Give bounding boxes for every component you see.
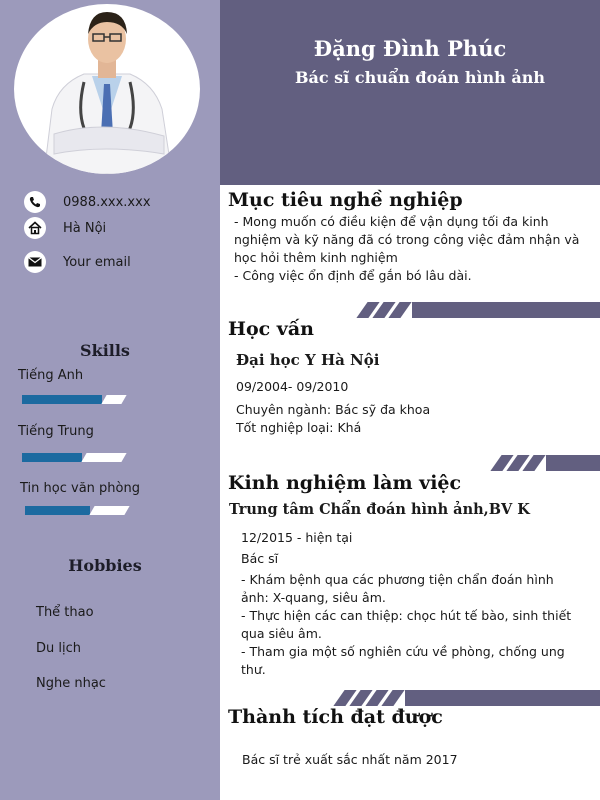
education-school: Đại học Y Hà Nội bbox=[236, 351, 380, 369]
email-text: Your email bbox=[63, 254, 131, 270]
header-banner bbox=[220, 0, 600, 185]
objective-line: học hỏi thêm kinh nghiệm bbox=[234, 250, 398, 265]
job-title: Bác sĩ chuẩn đoán hình ảnh bbox=[294, 68, 546, 87]
achievements-heading: Thành tích đạt được bbox=[228, 706, 443, 728]
profile-photo bbox=[14, 4, 200, 174]
experience-line: - Tham gia một số nghiên cứu về phòng, chống ung bbox=[241, 644, 565, 659]
skill-bar bbox=[22, 395, 122, 404]
experience-company: Trung tâm Chẩn đoán hình ảnh,BV K bbox=[229, 501, 530, 518]
objective-heading: Mục tiêu nghề nghiệp bbox=[228, 189, 463, 211]
contact-phone bbox=[24, 191, 151, 213]
section-divider bbox=[490, 455, 600, 471]
home-icon bbox=[24, 217, 46, 239]
skill-label: Tin học văn phòng bbox=[20, 481, 140, 496]
hobbies-heading: Hobbies bbox=[68, 556, 142, 575]
contact-email bbox=[24, 251, 131, 273]
hobby-item: Du lịch bbox=[36, 641, 81, 656]
experience-period: 12/2015 - hiện tại bbox=[241, 530, 353, 545]
objective-line: nghiệm và kỹ năng đã có trong công việc đảm nhận và bbox=[234, 232, 580, 247]
experience-role: Bác sĩ bbox=[241, 551, 279, 566]
phone-icon bbox=[24, 191, 46, 213]
education-major: Chuyên ngành: Bác sỹ đa khoa bbox=[236, 402, 431, 417]
skill-bar-remainder bbox=[89, 506, 129, 515]
hobby-item: Nghe nhạc bbox=[36, 676, 106, 691]
skill-bar-fill bbox=[22, 395, 102, 404]
skill-bar bbox=[25, 506, 125, 515]
objective-line: - Công việc ổn định để gắn bó lâu dài. bbox=[234, 268, 472, 283]
objective-line: - Mong muốn có điều kiện để vận dụng tối đa kinh bbox=[234, 214, 549, 229]
achievement-item: Bác sĩ trẻ xuất sắc nhất năm 2017 bbox=[242, 752, 458, 767]
experience-line: - Khám bệnh qua các phương tiện chẩn đoán hình bbox=[241, 572, 554, 587]
skill-bar-fill bbox=[25, 506, 90, 515]
experience-line: - Thực hiện các can thiệp: chọc hút tế bào, sinh thiết bbox=[241, 608, 572, 623]
education-heading: Học vấn bbox=[228, 318, 314, 340]
phone-text: 0988.xxx.xxx bbox=[63, 194, 151, 210]
section-divider bbox=[356, 302, 600, 318]
hobby-item: Thể thao bbox=[36, 605, 94, 620]
person-name: Đặng Đình Phúc bbox=[313, 36, 507, 61]
skill-bar-fill bbox=[22, 453, 82, 462]
contact-address bbox=[24, 217, 106, 239]
experience-line: thư. bbox=[241, 662, 266, 677]
skill-label: Tiếng Anh bbox=[18, 368, 84, 383]
education-grade: Tốt nghiệp loại: Khá bbox=[236, 420, 362, 435]
section-divider bbox=[333, 690, 600, 706]
skill-bar-remainder bbox=[81, 453, 126, 462]
experience-heading: Kinh nghiệm làm việc bbox=[228, 472, 462, 494]
experience-line: ảnh: X-quang, siêu âm. bbox=[241, 590, 386, 605]
education-period: 09/2004- 09/2010 bbox=[236, 379, 349, 394]
skills-heading: Skills bbox=[80, 341, 130, 360]
envelope-icon bbox=[24, 251, 46, 273]
skill-label: Tiếng Trung bbox=[18, 424, 94, 439]
experience-line: qua siêu âm. bbox=[241, 626, 322, 641]
skill-bar bbox=[22, 453, 122, 462]
address-text: Hà Nội bbox=[63, 220, 107, 236]
